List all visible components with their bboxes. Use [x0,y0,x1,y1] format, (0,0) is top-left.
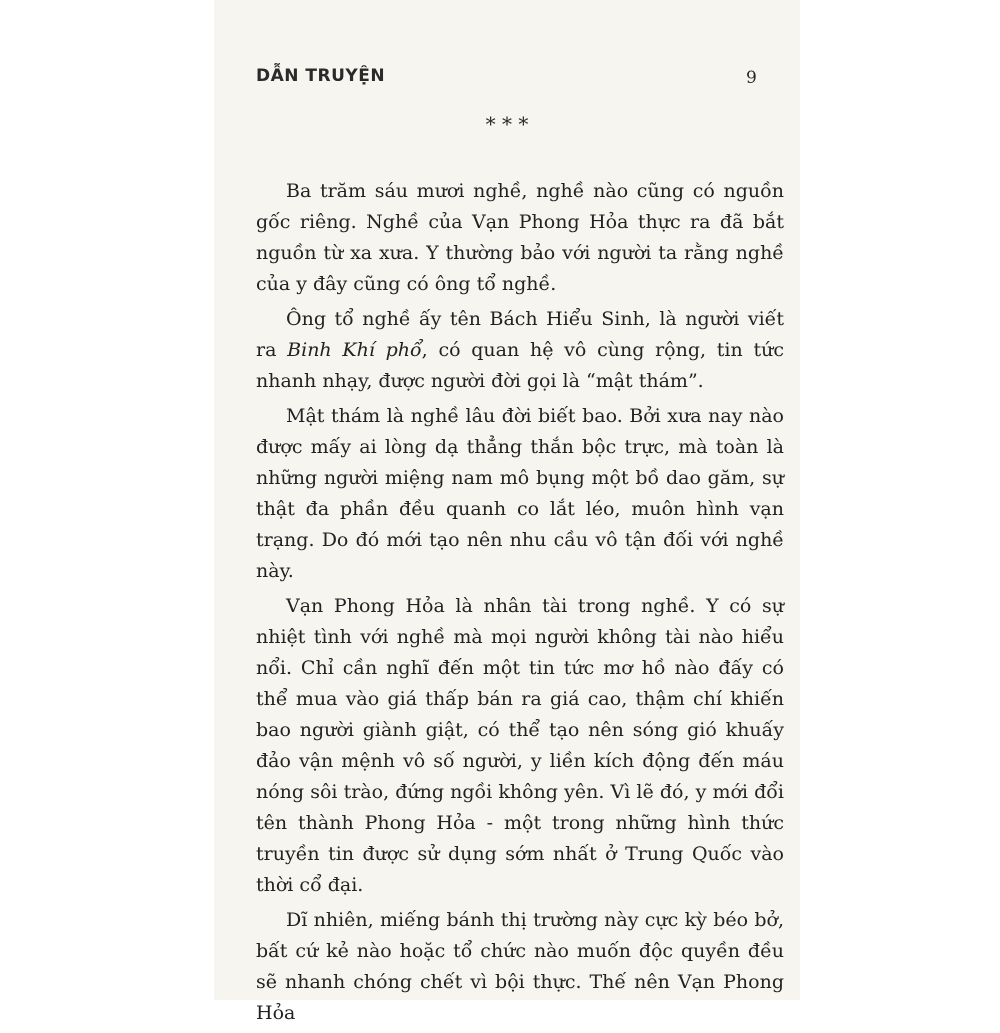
book-title-italic: Binh Khí phổ [287,339,422,361]
paragraph-5: Dĩ nhiên, miếng bánh thị trường này cực kỳ béo bở, bất cứ kẻ nào hoặc tổ chức nào muốn độc quyền đều sẽ nhanh chóng chết vì bội thực. Thế nên Vạn Phong Hỏa [256,909,784,1024]
paragraph-2 [256,304,784,397]
page-number: 9 [746,68,757,88]
paragraph-3: Mật thám là nghề lâu đời biết bao. Bởi xưa nay nào được mấy ai lòng dạ thẳng thắn bộc trực, mà toàn là những người miệng nam mô bụng một bồ dao găm, sự thật đa phần đều quanh co lắt léo, muôn hình vạn trạng. Do đó mới tạo nên nhu cầu vô tận đối với nghề này. [256,405,784,582]
paragraph-2-before: Ông tổ nghề ấy tên Bách Hiểu Sinh, là người viết ra [256,308,784,361]
paragraph-2-after: , có quan hệ vô cùng rộng, tin tức nhanh nhạy, được người đời gọi là “mật thám”. [256,339,784,392]
body-text [256,176,784,1033]
paragraph-1: Ba trăm sáu mươi nghề, nghề nào cũng có nguồn gốc riêng. Nghề của Vạn Phong Hỏa thực ra đã bắt nguồn từ xa xưa. Y thường bảo với người ta rằng nghề của y đây cũng có ông tổ nghề. [256,180,784,295]
section-separator: * * * [485,112,529,136]
paragraph-4: Vạn Phong Hỏa là nhân tài trong nghề. Y có sự nhiệt tình với nghề mà mọi người không tài nào hiểu nổi. Chỉ cần nghĩ đến một tin tức mơ hồ nào đấy có thể mua vào giá thấp bán ra giá cao, thậm chí khiến bao người giành giật, có thể tạo nên sóng gió khuấy đảo vận mệnh vô số người, y liền kích động đến máu nóng sôi trào, đứng ngồi không yên. Vì lẽ đó, y mới đổi tên thành Phong Hỏa - một trong những hình thức truyền tin được sử dụng sớm nhất ở Trung Quốc vào thời cổ đại. [256,595,784,896]
book-page [214,0,800,1024]
chapter-heading: DẪN TRUYỆN [256,66,386,86]
